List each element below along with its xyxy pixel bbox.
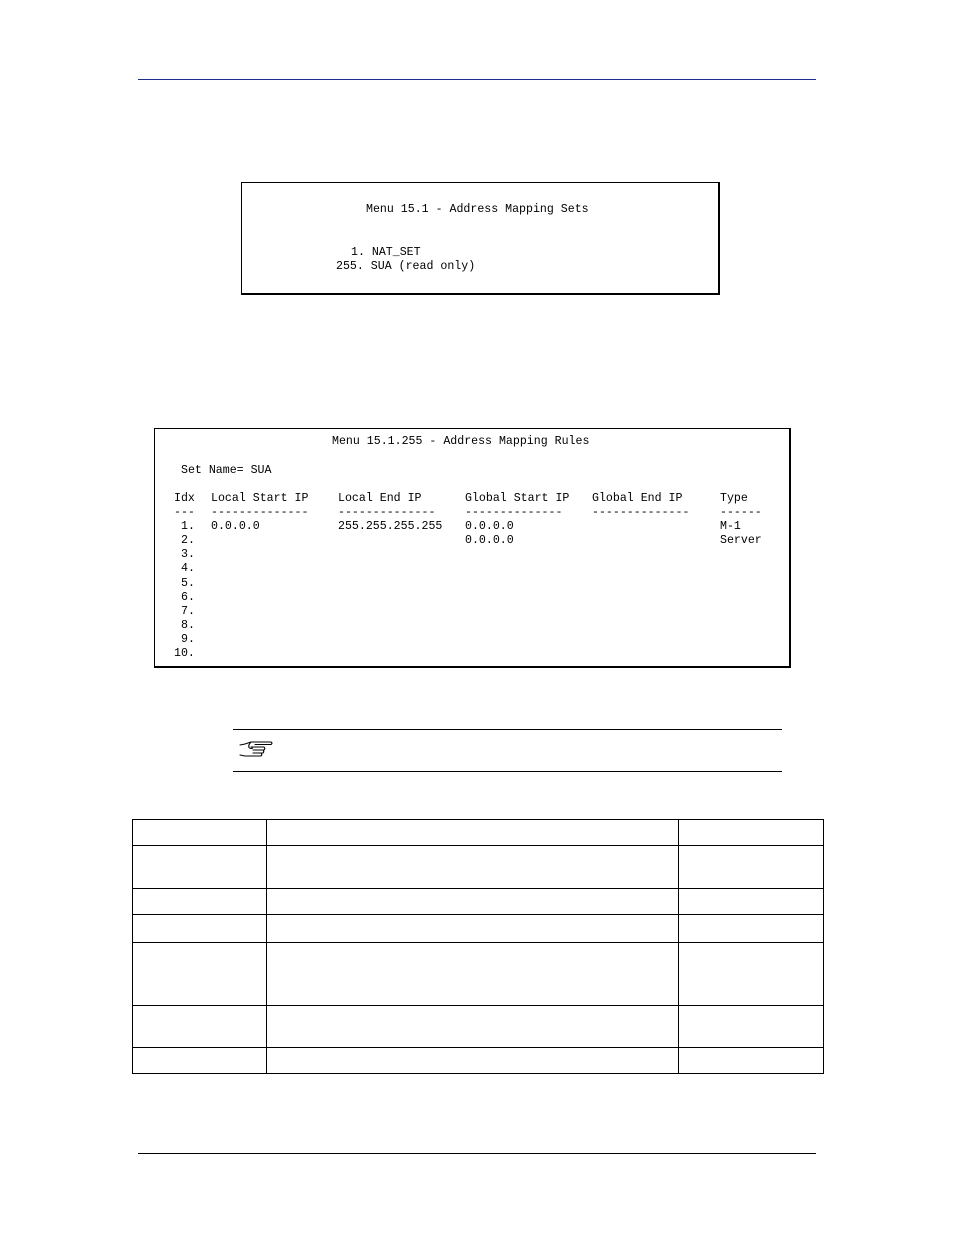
description-table <box>132 819 824 1074</box>
table-row <box>133 889 824 915</box>
address-mapping-rules-screen <box>154 428 791 668</box>
table-cell <box>133 1006 267 1048</box>
column-header-idx: Idx <box>174 492 195 505</box>
rule-row-idx[interactable]: 5. <box>181 577 195 590</box>
rule-row-type: M-1 <box>720 520 741 533</box>
table-row <box>133 846 824 889</box>
table-cell <box>267 915 679 943</box>
table-cell <box>679 915 824 943</box>
header-underline: -------------- <box>338 506 436 519</box>
table-cell <box>679 889 824 915</box>
table-row <box>133 943 824 1006</box>
address-mapping-sets-screen <box>241 182 720 295</box>
rule-row-idx[interactable]: 1. <box>181 520 195 533</box>
table-cell <box>679 820 824 846</box>
table-cell <box>267 1006 679 1048</box>
column-header-local-end-ip: Local End IP <box>338 492 422 505</box>
set-name-label: Set Name= SUA <box>181 464 272 477</box>
table-cell <box>267 1048 679 1074</box>
header-underline: --- <box>174 506 195 519</box>
rule-row-local-end-ip: 255.255.255.255 <box>338 520 443 533</box>
header-underline: -------------- <box>592 506 690 519</box>
rule-row-global-start-ip: 0.0.0.0 <box>465 534 514 547</box>
table-cell <box>267 820 679 846</box>
header-rule <box>138 79 816 80</box>
table-cell <box>679 846 824 889</box>
column-header-local-start-ip: Local Start IP <box>211 492 309 505</box>
rule-row-idx[interactable]: 6. <box>181 591 195 604</box>
table-row <box>133 1006 824 1048</box>
table-cell <box>133 943 267 1006</box>
rule-row-local-start-ip: 0.0.0.0 <box>211 520 260 533</box>
header-underline: ------ <box>720 506 762 519</box>
rule-row-idx[interactable]: 9. <box>181 633 195 646</box>
table-cell <box>267 846 679 889</box>
rule-row-idx[interactable]: 10. <box>174 647 195 660</box>
table-cell <box>133 915 267 943</box>
rule-row-idx[interactable]: 2. <box>181 534 195 547</box>
column-header-global-start-ip: Global Start IP <box>465 492 570 505</box>
rule-row-global-start-ip: 0.0.0.0 <box>465 520 514 533</box>
rule-row-idx[interactable]: 7. <box>181 605 195 618</box>
menu-sets-title: Menu 15.1 - Address Mapping Sets <box>366 203 589 216</box>
footer-rule <box>138 1153 816 1154</box>
menu-sets-option-nat-set[interactable]: 1. NAT_SET <box>351 246 421 259</box>
rule-row-idx[interactable]: 3. <box>181 548 195 561</box>
column-header-type: Type <box>720 492 748 505</box>
menu-rules-title: Menu 15.1.255 - Address Mapping Rules <box>332 435 590 448</box>
table-cell <box>267 889 679 915</box>
pointing-hand-icon <box>237 739 273 761</box>
rule-row-type: Server <box>720 534 762 547</box>
table-cell <box>679 1006 824 1048</box>
table-cell <box>133 1048 267 1074</box>
table-row <box>133 1048 824 1074</box>
note-block <box>233 729 782 772</box>
column-header-global-end-ip: Global End IP <box>592 492 683 505</box>
menu-sets-option-sua[interactable]: 255. SUA (read only) <box>336 260 476 273</box>
header-underline: -------------- <box>465 506 563 519</box>
table-cell <box>133 889 267 915</box>
rule-row-idx[interactable]: 4. <box>181 562 195 575</box>
table-cell <box>133 846 267 889</box>
rule-row-idx[interactable]: 8. <box>181 619 195 632</box>
table-cell <box>679 1048 824 1074</box>
table-cell <box>133 820 267 846</box>
header-underline: -------------- <box>211 506 309 519</box>
table-cell <box>679 943 824 1006</box>
table-row <box>133 915 824 943</box>
table-row <box>133 820 824 846</box>
table-cell <box>267 943 679 1006</box>
